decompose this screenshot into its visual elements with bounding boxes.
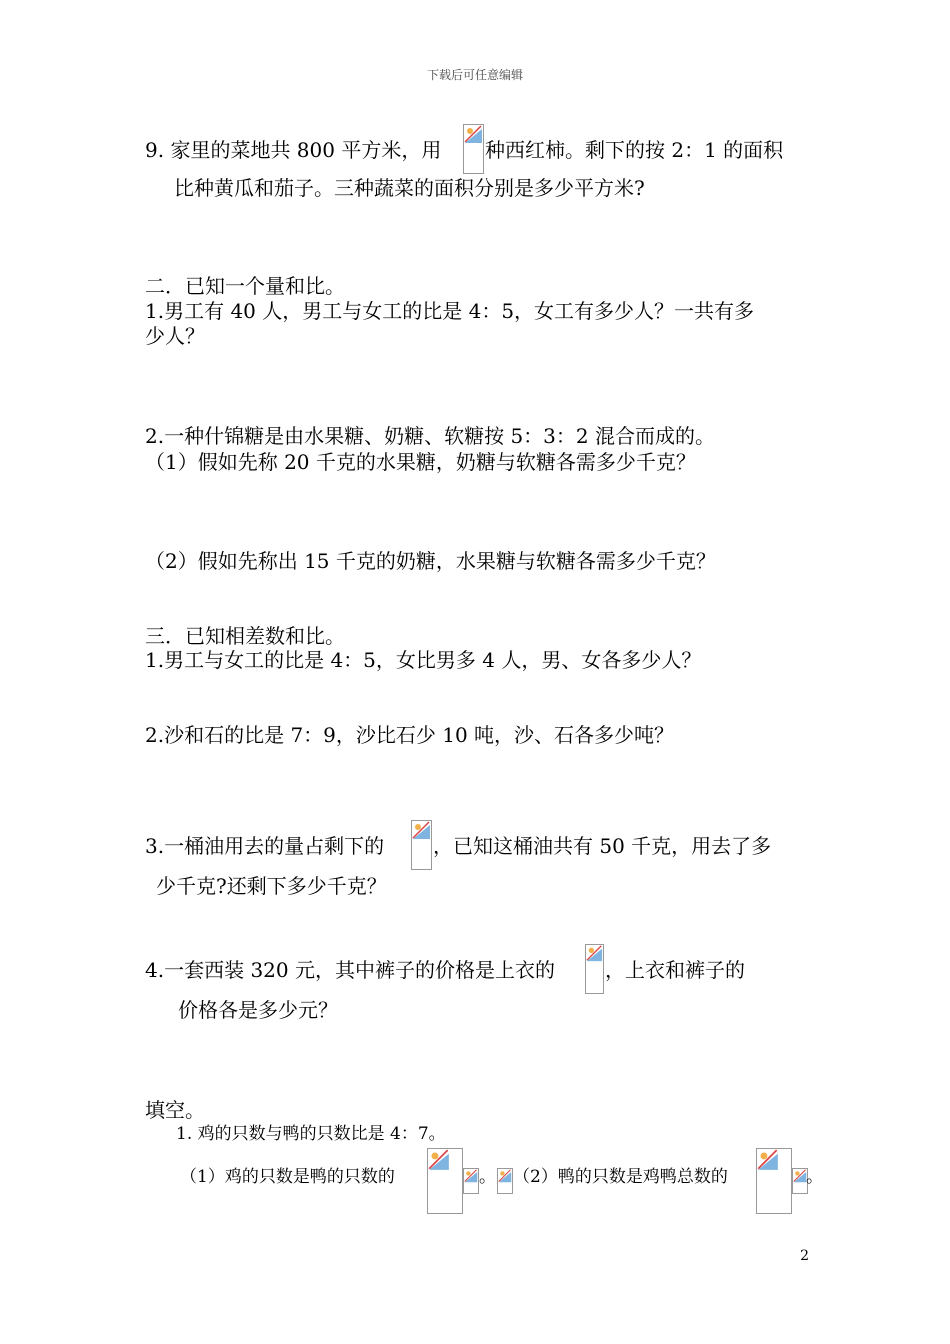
s2-q2-part-1: （1）假如先称 20 千克的水果糖，奶糖与软糖各需多少千克？ [145, 450, 696, 474]
s3-q4-line-1b: ，上衣和裤子的 [605, 958, 745, 982]
s2-q2-part-2: （2）假如先称出 15 千克的奶糖，水果糖与软糖各需多少千克？ [145, 549, 716, 573]
fraction-image-icon [585, 944, 604, 994]
q9-line-2: 比种黄瓜和茄子。三种蔬菜的面积分别是多少平方米? [174, 176, 645, 200]
fraction-image-icon [463, 124, 484, 174]
s3-q1: 1.男工与女工的比是 4：5，女比男多 4 人，男、女各多少人？ [145, 648, 702, 672]
fraction-image-icon [411, 820, 432, 870]
answer-image-icon [497, 1168, 513, 1194]
s3-q4-line-1a: 4.一套西装 320 元，其中裤子的价格是上衣的 [145, 958, 555, 982]
s2-q2: 2.一种什锦糖是由水果糖、奶糖、软糖按 5：3：2 混合而成的。 [145, 424, 715, 448]
s3-q2: 2.沙和石的比是 7：9，沙比石少 10 吨，沙、石各多少吨？ [145, 723, 675, 747]
fraction-image-icon [427, 1148, 463, 1214]
section-3-title: 三．已知相差数和比。 [145, 624, 345, 648]
q9-line-1b: 种西红柿。剩下的按 2：1 的面积 [485, 138, 784, 162]
fill-section-title: 填空。 [145, 1098, 205, 1122]
page-number: 2 [800, 1248, 809, 1264]
s3-q3-line-1b: ，已知这桶油共有 50 千克，用去了多 [433, 834, 772, 858]
fill-period-1: 。 [479, 1167, 496, 1187]
q9-line-1a: 9. 家里的菜地共 800 平方米，用 [145, 138, 442, 162]
answer-image-icon [463, 1168, 479, 1194]
fraction-image-icon [756, 1148, 792, 1214]
section-2-title: 二．已知一个量和比。 [145, 274, 345, 298]
s2-q1-line-2: 少人？ [145, 324, 205, 348]
fill-q1: 1. 鸡的只数与鸭的只数比是 4：7。 [176, 1124, 446, 1144]
fill-q1-part-1: （1）鸡的只数是鸭的只数的 [180, 1167, 395, 1187]
fill-period-2: 。 [806, 1167, 823, 1187]
s3-q3-line-2: 少千克?还剩下多少千克？ [156, 874, 387, 898]
fill-q1-part-2: （2）鸭的只数是鸡鸭总数的 [513, 1167, 728, 1187]
s3-q4-line-2: 价格各是多少元？ [178, 998, 338, 1022]
page-header: 下载后可任意编辑 [426, 68, 523, 82]
s3-q3-line-1a: 3.一桶油用去的量占剩下的 [145, 834, 385, 858]
s2-q1-line-1: 1.男工有 40 人，男工与女工的比是 4：5，女工有多少人？一共有多 [145, 299, 755, 323]
